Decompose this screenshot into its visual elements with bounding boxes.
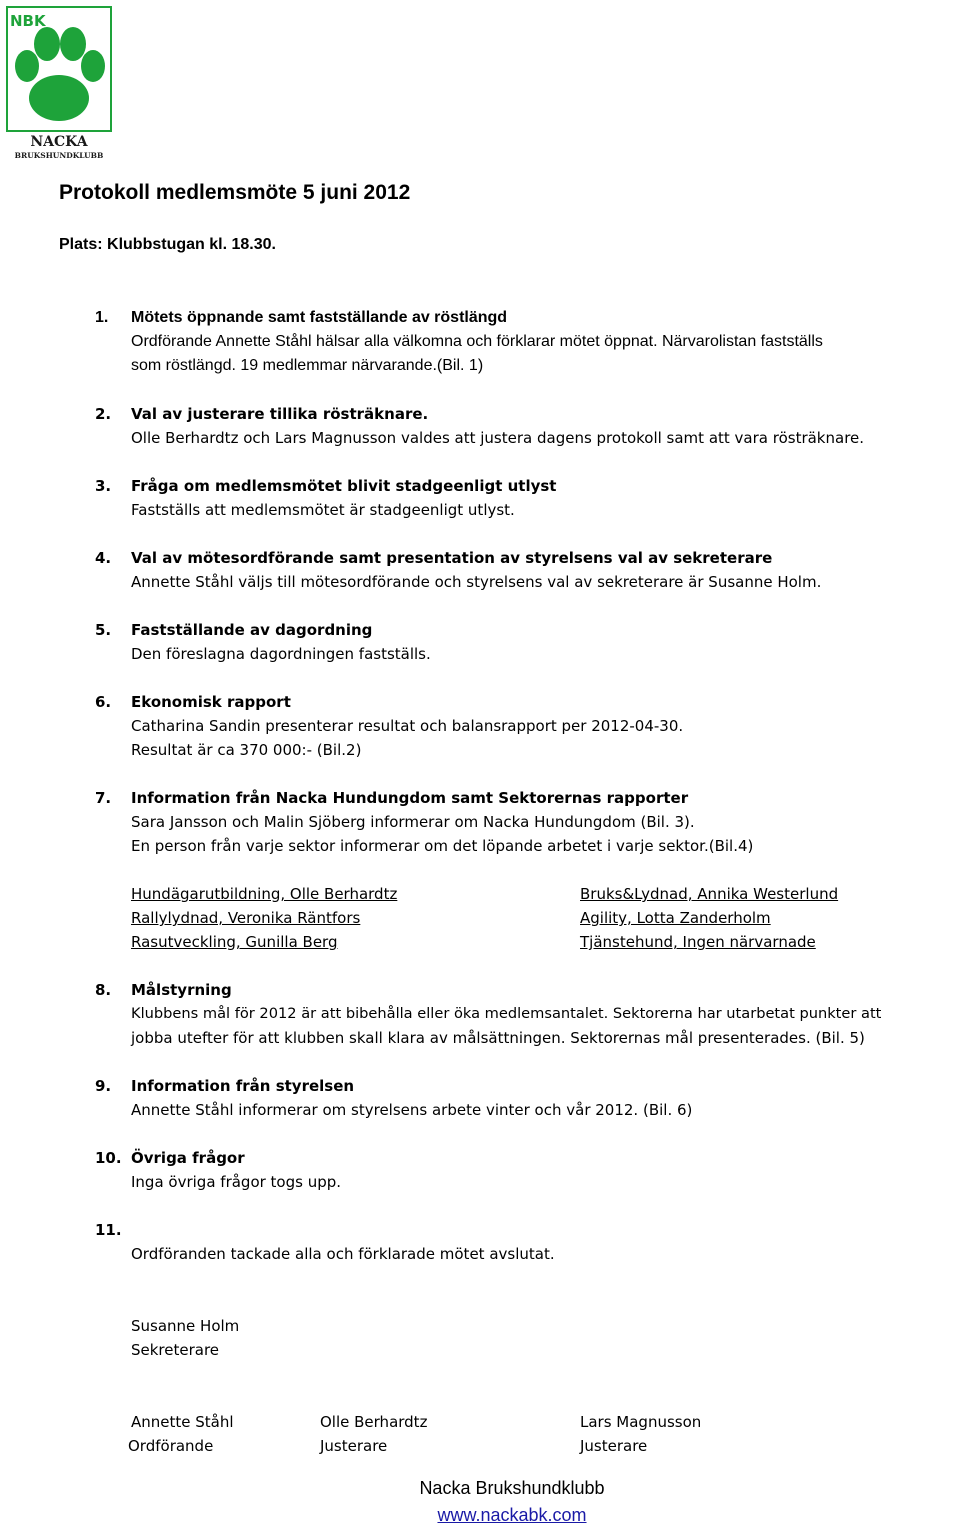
item-text: Annette Ståhl informerar om styrelsens arbete vinter och vår 2012. (Bil. 6) <box>131 1101 693 1119</box>
item-heading: Information från Nacka Hundungdom samt Sektorernas rapporter <box>131 789 689 807</box>
item-text: Fastställs att medlemsmötet är stadgeenligt utlyst. <box>131 501 515 519</box>
item-number: 5. <box>95 621 112 639</box>
item-text: Resultat är ca 370 000:- (Bil.2) <box>131 741 362 759</box>
meeting-place: Plats: Klubbstugan kl. 18.30. <box>59 236 276 253</box>
item-number: 9. <box>95 1077 112 1095</box>
page-title: Protokoll medlemsmöte 5 juni 2012 <box>59 181 411 204</box>
footer-website-link[interactable]: www.nackabk.com <box>437 1505 587 1525</box>
signature-name: Olle Berhardtz <box>320 1413 428 1431</box>
signature-role: Ordförande <box>128 1437 214 1455</box>
item-number: 11. <box>95 1221 122 1239</box>
item-heading: Fastställande av dagordning <box>131 621 373 639</box>
logo-nbk-text: NBK <box>10 12 46 30</box>
item-text: Klubbens mål för 2012 är att bibehålla eller öka medlemsantalet. Sektorerna har utarbetat punkter att <box>131 1005 882 1022</box>
sector-entry: Tjänstehund, Ingen närvarnade <box>580 933 816 951</box>
item-heading: Information från styrelsen <box>131 1077 355 1095</box>
sector-entry: Hundägarutbildning, Olle Berhardtz <box>131 885 398 903</box>
sector-entry: Rallylydnad, Veronika Räntfors <box>131 909 361 927</box>
item-number: 3. <box>95 477 112 495</box>
item-heading: Fråga om medlemsmötet blivit stadgeenligt utlyst <box>131 477 557 495</box>
item-text: Olle Berhardtz och Lars Magnusson valdes att justera dagens protokoll samt att vara rösträknare. <box>131 429 865 447</box>
item-number: 1. <box>95 309 109 326</box>
item-number: 2. <box>95 405 112 423</box>
item-text: jobba utefter för att klubben skall klara av målsättningen. Sektorernas mål presenterades. (Bil. 5) <box>131 1029 865 1047</box>
item-number: 10. <box>95 1149 122 1167</box>
signature-name: Annette Ståhl <box>131 1413 234 1431</box>
logo-subtitle-text: BRUKSHUNDKLUBB <box>14 151 104 160</box>
item-text: Sara Jansson och Malin Sjöberg informerar om Nacka Hundungdom (Bil. 3). <box>131 813 695 831</box>
club-logo <box>6 6 112 160</box>
signature-name: Lars Magnusson <box>580 1413 702 1431</box>
item-number: 6. <box>95 693 112 711</box>
signature-role: Justerare <box>580 1437 648 1455</box>
item-heading: Mötets öppnande samt fastställande av röstlängd <box>131 309 508 326</box>
item-heading: Övriga frågor <box>131 1149 245 1167</box>
sector-entry: Bruks&Lydnad, Annika Westerlund <box>580 885 839 903</box>
item-number: 4. <box>95 549 112 567</box>
item-heading: Ekonomisk rapport <box>131 693 291 711</box>
signature-role: Justerare <box>320 1437 388 1455</box>
item-heading: Målstyrning <box>131 981 232 999</box>
item-text: En person från varje sektor informerar om det löpande arbetet i varje sektor.(Bil.4) <box>131 837 754 855</box>
item-number: 7. <box>95 789 112 807</box>
item-text: Den föreslagna dagordningen fastställs. <box>131 645 431 663</box>
secretary-role: Sekreterare <box>131 1341 220 1359</box>
item-heading: Val av mötesordförande samt presentation av styrelsens val av sekreterare <box>131 549 773 567</box>
item-text: Ordförande Annette Ståhl hälsar alla välkomna och förklarar mötet öppnat. Närvarolistan fastställs <box>131 333 823 350</box>
item-number: 8. <box>95 981 112 999</box>
sector-entry: Agility, Lotta Zanderholm <box>580 909 771 927</box>
secretary-name: Susanne Holm <box>131 1317 240 1335</box>
item-text: Inga övriga frågor togs upp. <box>131 1173 342 1191</box>
item-text: Ordföranden tackade alla och förklarade mötet avslutat. <box>131 1245 555 1263</box>
footer-url-wrap <box>0 1505 960 1526</box>
item-heading: Val av justerare tillika rösträknare. <box>131 405 429 423</box>
footer-org: Nacka Brukshundklubb <box>419 1478 605 1498</box>
item-text: Annette Ståhl väljs till mötesordförande och styrelsens val av sekreterare är Susanne Holm. <box>131 573 822 591</box>
sector-entry: Rasutveckling, Gunilla Berg <box>131 933 338 951</box>
item-text: Catharina Sandin presenterar resultat och balansrapport per 2012-04-30. <box>131 717 684 735</box>
item-text: som röstlängd. 19 medlemmar närvarande.(Bil. 1) <box>131 357 484 374</box>
logo-name-text: NACKA <box>30 134 88 150</box>
